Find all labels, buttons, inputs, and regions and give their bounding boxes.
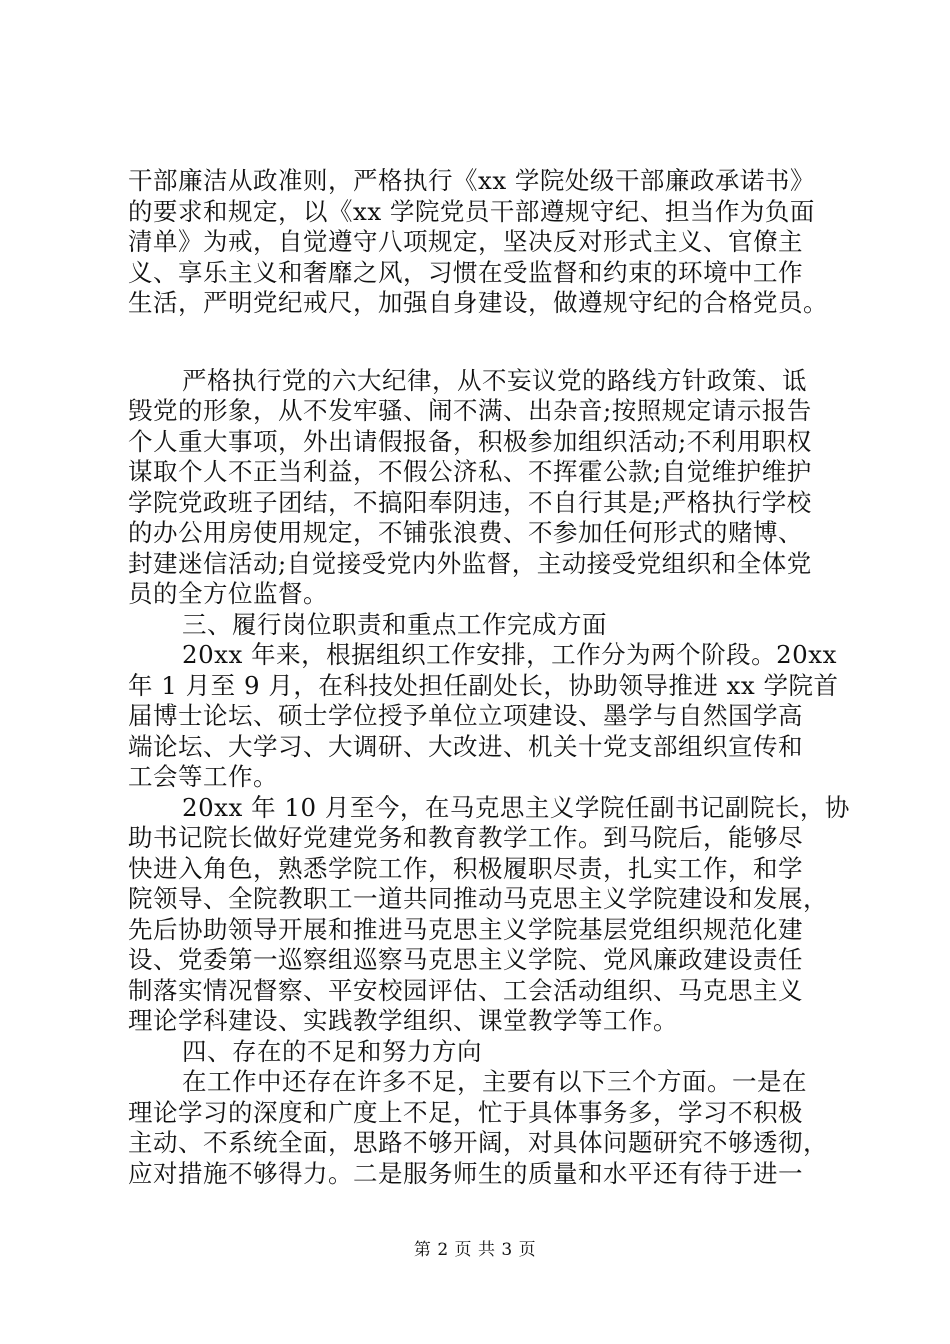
page-number-footer: 第 2 页 共 3 页 (413, 1240, 537, 1260)
text-line: 年 1 月至 9 月，在科技处担任副处长，协助领导推进 xx 学院首 (128, 670, 839, 700)
text-line: 封建迷信活动;自觉接受党内外监督，主动接受党组织和全体党 (128, 548, 812, 578)
text-line: 届博士论坛、硕士学位授予单位立项建设、墨学与自然国学高 (128, 701, 803, 730)
text-line: 学院党政班子团结，不搞阳奉阴违，不自行其是;严格执行学校 (128, 487, 812, 517)
section-heading-3 (128, 610, 828, 641)
text-line: 快进入角色，熟悉学院工作，积极履职尽责，扎实工作，和学 (128, 853, 803, 883)
text-line: 20xx 年 10 月至今，在马克思主义学院任副书记副院长，协 (182, 792, 850, 822)
text-line: 端论坛、大学习、大调研、大改进、机关十党支部组织宣传和 (128, 731, 803, 761)
text-line: 谋取个人不正当利益，不假公济私、不挥霍公款;自觉维护维护 (128, 457, 812, 486)
text-line: 毁党的形象，从不发牢骚、闹不满、出杂音;按照规定请示报告 (128, 396, 812, 425)
heading-text: 三、履行岗位职责和重点工作完成方面 (182, 609, 607, 639)
text-line: 理论学习的深度和广度上不足，忙于具体事务多，学习不积极 (128, 1097, 803, 1127)
text-line: 的办公用房使用规定，不铺张浪费、不参加任何形式的赌博、 (128, 518, 803, 547)
paragraph-discipline (128, 366, 828, 610)
text-line: 干部廉洁从政准则，严格执行《xx 学院处级干部廉政承诺书》 (128, 166, 815, 195)
text-line: 工会等工作。 (128, 762, 278, 791)
text-line: 制落实情况督察、平安校园评估、工会活动组织、马克思主义 (128, 975, 803, 1005)
text-line: 生活，严明党纪戒尺，加强自身建设，做遵规守纪的合格党员。 (128, 288, 828, 317)
text-line: 的要求和规定，以《xx 学院党员干部遵规守纪、担当作为负面 (128, 196, 815, 226)
paragraph-work-stages (128, 640, 839, 793)
text-line: 清单》为戒，自觉遵守八项规定，坚决反对形式主义、官僚主 (128, 227, 803, 256)
section-heading-4 (128, 1037, 828, 1068)
text-line: 20xx 年来，根据组织工作安排，工作分为两个阶段。20xx (182, 640, 837, 669)
text-line: 设、党委第一巡察组巡察马克思主义学院、党风廉政建设责任 (128, 945, 803, 974)
text-line: 院领导、全院教职工一道共同推动马克思主义学院建设和发展， (128, 884, 828, 913)
text-line: 在工作中还存在许多不足，主要有以下三个方面。一是在 (182, 1067, 807, 1096)
text-line: 先后协助领导开展和推进马克思主义学院基层党组织规范化建 (128, 914, 803, 944)
text-line: 严格执行党的六大纪律，从不妄议党的路线方针政策、诋 (182, 365, 807, 395)
paragraph-marxism-school (128, 792, 850, 1037)
text-line: 员的全方位监督。 (128, 579, 328, 608)
paragraph-shortcomings (128, 1067, 828, 1189)
text-line: 应对措施不够得力。二是服务师生的质量和水平还有待于进一 (128, 1158, 803, 1188)
text-line: 理论学科建设、实践教学组织、课堂教学等工作。 (128, 1006, 678, 1035)
text-line: 个人重大事项，外出请假报备，积极参加组织活动;不利用职权 (128, 426, 812, 456)
paragraph-integrity (128, 166, 828, 319)
text-line: 义、享乐主义和奢靡之风，习惯在受监督和约束的环境中工作 (128, 257, 803, 287)
text-line: 助书记院长做好党建党务和教育教学工作。到马院后，能够尽 (128, 823, 803, 852)
heading-text: 四、存在的不足和努力方向 (182, 1036, 482, 1066)
document-body (128, 166, 850, 1189)
text-line: 主动、不系统全面，思路不够开阔，对具体问题研究不够透彻， (128, 1128, 828, 1157)
paragraph-spacer (128, 319, 828, 366)
